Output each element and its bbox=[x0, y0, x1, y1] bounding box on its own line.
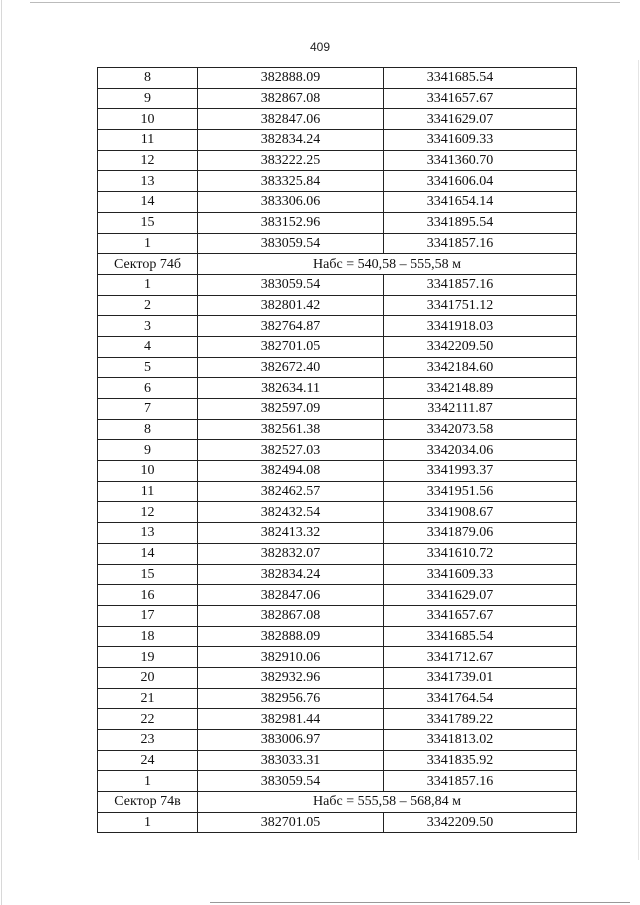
table-row bbox=[98, 336, 577, 357]
x-coordinate: 383325.84 bbox=[198, 171, 384, 192]
x-coordinate: 382764.87 bbox=[198, 316, 384, 337]
page-number: 409 bbox=[309, 40, 331, 54]
y-coordinate: 3341857.16 bbox=[384, 274, 577, 295]
point-number: 15 bbox=[98, 212, 198, 233]
y-coordinate: 3341685.54 bbox=[384, 68, 577, 89]
x-coordinate: 382888.09 bbox=[198, 68, 384, 89]
sector-header-row bbox=[98, 254, 577, 275]
y-coordinate: 3341609.33 bbox=[384, 130, 577, 151]
x-coordinate: 383059.54 bbox=[198, 274, 384, 295]
table-row bbox=[98, 171, 577, 192]
x-coordinate: 382834.24 bbox=[198, 130, 384, 151]
x-coordinate: 382888.09 bbox=[198, 626, 384, 647]
point-number: 14 bbox=[98, 192, 198, 213]
x-coordinate: 382561.38 bbox=[198, 419, 384, 440]
table-row bbox=[98, 440, 577, 461]
table-row bbox=[98, 771, 577, 792]
point-number: 11 bbox=[98, 481, 198, 502]
point-number: 13 bbox=[98, 171, 198, 192]
table-row bbox=[98, 481, 577, 502]
table-row bbox=[98, 419, 577, 440]
y-coordinate: 3341879.06 bbox=[384, 523, 577, 544]
table-row bbox=[98, 626, 577, 647]
y-coordinate: 3341895.54 bbox=[384, 212, 577, 233]
table-row bbox=[98, 730, 577, 751]
x-coordinate: 382847.06 bbox=[198, 109, 384, 130]
table-row bbox=[98, 585, 577, 606]
x-coordinate: 382832.07 bbox=[198, 543, 384, 564]
table-row bbox=[98, 564, 577, 585]
x-coordinate: 382413.32 bbox=[198, 523, 384, 544]
point-number: 14 bbox=[98, 543, 198, 564]
point-number: 5 bbox=[98, 357, 198, 378]
point-number: 13 bbox=[98, 523, 198, 544]
y-coordinate: 3341918.03 bbox=[384, 316, 577, 337]
table-row bbox=[98, 378, 577, 399]
point-number: 8 bbox=[98, 68, 198, 89]
x-coordinate: 383059.54 bbox=[198, 233, 384, 254]
y-coordinate: 3341629.07 bbox=[384, 109, 577, 130]
y-coordinate: 3341993.37 bbox=[384, 461, 577, 482]
table-row bbox=[98, 233, 577, 254]
y-coordinate: 3341813.02 bbox=[384, 730, 577, 751]
y-coordinate: 3342111.87 bbox=[384, 399, 577, 420]
y-coordinate: 3341657.67 bbox=[384, 605, 577, 626]
table-row bbox=[98, 192, 577, 213]
point-number: 11 bbox=[98, 130, 198, 151]
point-number: 21 bbox=[98, 688, 198, 709]
point-number: 16 bbox=[98, 585, 198, 606]
x-coordinate: 382701.05 bbox=[198, 812, 384, 833]
coordinates-table-body bbox=[98, 68, 577, 833]
y-coordinate: 3342073.58 bbox=[384, 419, 577, 440]
point-number: 2 bbox=[98, 295, 198, 316]
y-coordinate: 3341789.22 bbox=[384, 709, 577, 730]
point-number: 18 bbox=[98, 626, 198, 647]
table-row bbox=[98, 709, 577, 730]
y-coordinate: 3341951.56 bbox=[384, 481, 577, 502]
point-number: 6 bbox=[98, 378, 198, 399]
x-coordinate: 382701.05 bbox=[198, 336, 384, 357]
y-coordinate: 3342184.60 bbox=[384, 357, 577, 378]
height-range: Набс = 555,58 – 568,84 м bbox=[198, 792, 577, 813]
point-number: 12 bbox=[98, 502, 198, 523]
y-coordinate: 3341610.72 bbox=[384, 543, 577, 564]
x-coordinate: 382634.11 bbox=[198, 378, 384, 399]
y-coordinate: 3341609.33 bbox=[384, 564, 577, 585]
table-row bbox=[98, 357, 577, 378]
point-number: 9 bbox=[98, 88, 198, 109]
y-coordinate: 3342209.50 bbox=[384, 812, 577, 833]
point-number: 12 bbox=[98, 150, 198, 171]
table-row bbox=[98, 523, 577, 544]
table-row bbox=[98, 68, 577, 89]
x-coordinate: 383306.06 bbox=[198, 192, 384, 213]
y-coordinate: 3341657.67 bbox=[384, 88, 577, 109]
y-coordinate: 3342148.89 bbox=[384, 378, 577, 399]
x-coordinate: 383006.97 bbox=[198, 730, 384, 751]
point-number: 15 bbox=[98, 564, 198, 585]
table-row bbox=[98, 130, 577, 151]
point-number: 1 bbox=[98, 812, 198, 833]
table-row bbox=[98, 812, 577, 833]
point-number: 8 bbox=[98, 419, 198, 440]
y-coordinate: 3341739.01 bbox=[384, 667, 577, 688]
point-number: 3 bbox=[98, 316, 198, 337]
scan-edge-bottom bbox=[210, 902, 630, 903]
table-row bbox=[98, 667, 577, 688]
scan-edge-top bbox=[30, 2, 620, 3]
x-coordinate: 382867.08 bbox=[198, 605, 384, 626]
point-number: 1 bbox=[98, 274, 198, 295]
y-coordinate: 3341835.92 bbox=[384, 750, 577, 771]
y-coordinate: 3341712.67 bbox=[384, 647, 577, 668]
scan-edge-right bbox=[638, 60, 639, 860]
x-coordinate: 382462.57 bbox=[198, 481, 384, 502]
x-coordinate: 382801.42 bbox=[198, 295, 384, 316]
point-number: 4 bbox=[98, 336, 198, 357]
y-coordinate: 3341857.16 bbox=[384, 771, 577, 792]
x-coordinate: 383222.25 bbox=[198, 150, 384, 171]
table-row bbox=[98, 647, 577, 668]
sector-header-row bbox=[98, 792, 577, 813]
table-row bbox=[98, 461, 577, 482]
x-coordinate: 382494.08 bbox=[198, 461, 384, 482]
point-number: 17 bbox=[98, 605, 198, 626]
x-coordinate: 382956.76 bbox=[198, 688, 384, 709]
table-row bbox=[98, 88, 577, 109]
y-coordinate: 3341857.16 bbox=[384, 233, 577, 254]
table-row bbox=[98, 295, 577, 316]
x-coordinate: 382432.54 bbox=[198, 502, 384, 523]
x-coordinate: 382527.03 bbox=[198, 440, 384, 461]
y-coordinate: 3341606.04 bbox=[384, 171, 577, 192]
table-row bbox=[98, 109, 577, 130]
x-coordinate: 383152.96 bbox=[198, 212, 384, 233]
table-row bbox=[98, 316, 577, 337]
x-coordinate: 382847.06 bbox=[198, 585, 384, 606]
y-coordinate: 3342209.50 bbox=[384, 336, 577, 357]
point-number: 9 bbox=[98, 440, 198, 461]
x-coordinate: 382981.44 bbox=[198, 709, 384, 730]
table-row bbox=[98, 688, 577, 709]
point-number: 7 bbox=[98, 399, 198, 420]
x-coordinate: 382672.40 bbox=[198, 357, 384, 378]
x-coordinate: 382597.09 bbox=[198, 399, 384, 420]
point-number: 22 bbox=[98, 709, 198, 730]
table-row bbox=[98, 150, 577, 171]
y-coordinate: 3341908.67 bbox=[384, 502, 577, 523]
y-coordinate: 3341764.54 bbox=[384, 688, 577, 709]
point-number: 1 bbox=[98, 233, 198, 254]
point-number: 20 bbox=[98, 667, 198, 688]
coordinates-table bbox=[97, 67, 577, 833]
y-coordinate: 3341360.70 bbox=[384, 150, 577, 171]
table-row bbox=[98, 399, 577, 420]
x-coordinate: 383059.54 bbox=[198, 771, 384, 792]
point-number: 1 bbox=[98, 771, 198, 792]
sector-label: Сектор 74б bbox=[98, 254, 198, 275]
y-coordinate: 3342034.06 bbox=[384, 440, 577, 461]
point-number: 10 bbox=[98, 109, 198, 130]
y-coordinate: 3341685.54 bbox=[384, 626, 577, 647]
table-row bbox=[98, 274, 577, 295]
y-coordinate: 3341654.14 bbox=[384, 192, 577, 213]
x-coordinate: 382867.08 bbox=[198, 88, 384, 109]
y-coordinate: 3341751.12 bbox=[384, 295, 577, 316]
point-number: 23 bbox=[98, 730, 198, 751]
table-row bbox=[98, 212, 577, 233]
scan-edge-left bbox=[1, 0, 2, 905]
point-number: 19 bbox=[98, 647, 198, 668]
point-number: 10 bbox=[98, 461, 198, 482]
x-coordinate: 382910.06 bbox=[198, 647, 384, 668]
point-number: 24 bbox=[98, 750, 198, 771]
table-row bbox=[98, 750, 577, 771]
x-coordinate: 383033.31 bbox=[198, 750, 384, 771]
y-coordinate: 3341629.07 bbox=[384, 585, 577, 606]
sector-label: Сектор 74в bbox=[98, 792, 198, 813]
table-row bbox=[98, 543, 577, 564]
height-range: Набс = 540,58 – 555,58 м bbox=[198, 254, 577, 275]
x-coordinate: 382932.96 bbox=[198, 667, 384, 688]
x-coordinate: 382834.24 bbox=[198, 564, 384, 585]
table-row bbox=[98, 502, 577, 523]
table-row bbox=[98, 605, 577, 626]
